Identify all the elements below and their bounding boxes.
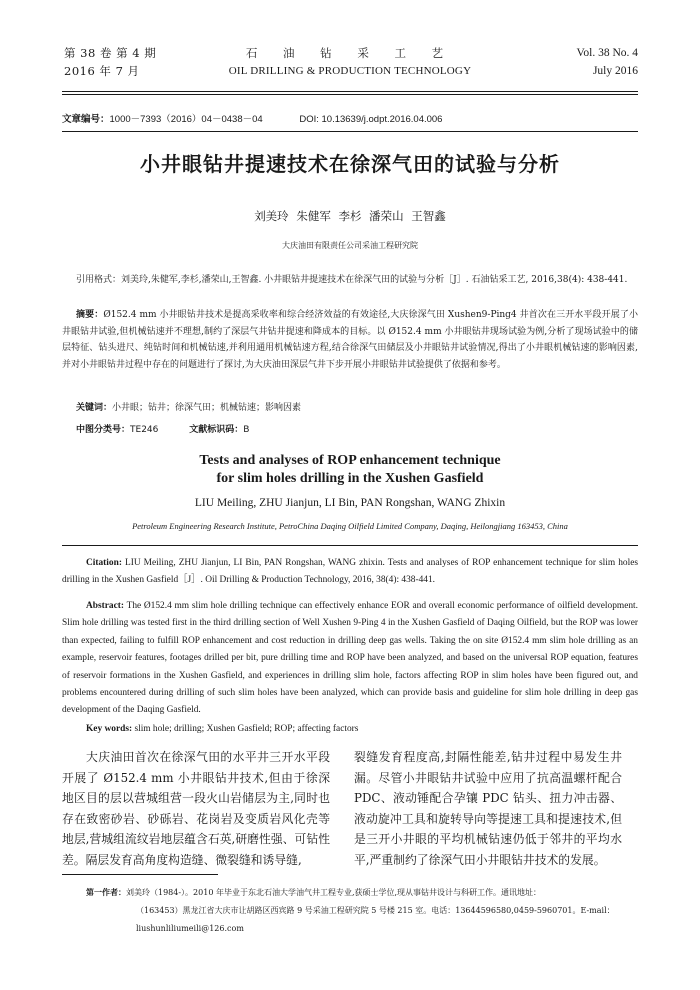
doi[interactable]: DOI: 10.13639/j.odpt.2016.04.006 <box>299 114 443 125</box>
article-info-rule <box>62 131 638 132</box>
abstract-cn <box>62 307 638 373</box>
classification-cn <box>76 422 249 435</box>
footnote-email[interactable]: liushunliliumeili@126.com <box>136 924 244 933</box>
journal-name-cn: 石 油 钻 采 工 艺 <box>245 46 455 60</box>
keywords-en <box>86 724 358 734</box>
footnote <box>86 884 638 938</box>
abstract-en-text: The Ø152.4 mm slim hole drilling technique can effectively enhance EOR and overall economic performance of oilfield development. Slim hole drilling was tested first in the third drilling section of Well Xushen 9-Ping 4 in the Xushen Gasfield of Daqing Oilfield, but the ROP was lower than expected, failing to fulfill ROP enhancement and cost reduction in drilling deep gas wells. Taking the on site Ø152.4 mm slim hole drilling as an example, reservoir features, footages drilled per bit, pure drilling time and ROP have been analyzed, and based on the universal ROP equation, features of reservoir formations in the Xushen Gasfield, and experiences in drilling slim hole, factors affecting ROP in slim holes have been figured out, and problems encountered during drilling of such slim holes have been analyzed, which can provide basis and guideline for slim hole drilling in deep gas development of the Daqing Gasfield. <box>62 601 638 716</box>
footnote-line-1: 刘美玲（1984-）。2010 年毕业于东北石油大学油气井工程专业,获硕士学位,现从事钻井设计与科研工作。通讯地址： <box>126 888 542 897</box>
affiliation-cn: 大庆油田有限责任公司采油工程研究院 <box>282 241 418 250</box>
body-column-right: 裂缝发育程度高,封隔性能差,钻井过程中易发生井漏。尽管小井眼钻井试验中应用了抗高温螺杆配合 PDC、液动锤配合孕镶 PDC 钻头、扭力冲击器、液动旋冲工具和旋转导向等提速工具和提速技术,但是三开小井眼的平均机械钻速仍低于邻井的平均水平,严重制约了徐深气田小井眼钻井技术的发展。 <box>354 750 622 867</box>
article-info <box>62 111 442 125</box>
clc-value: TE246 <box>130 425 159 435</box>
paper-page <box>62 0 638 990</box>
citation-en-text: LIU Meiling, ZHU Jianjun, LI Bin, PAN Rongshan, WANG zhixin. Tests and analyses of ROP enhancement technique for slim holes drilling in the Xushen Gasfield［J］. Oil Drilling & Production Technology, 2016, 38(4): 438-441. <box>62 558 638 586</box>
citation-cn-text: 刘美玲,朱健军,李杉,潘荣山,王智鑫. 小井眼钻井提速技术在徐深气田的试验与分析［J］. 石油钻采工艺, 2016,38(4): 438-441. <box>121 275 628 285</box>
abstract-en-label: Abstract: <box>86 601 125 611</box>
footnote-line-2: （163453）黑龙江省大庆市让胡路区西宾路 9 号采油工程研究院 5 号楼 215 室。电话：13644596580,0459-5960701。E-mail： <box>136 906 615 915</box>
issue-date-en: July 2016 <box>592 65 638 77</box>
abstract-cn-text: Ø152.4 mm 小井眼钻井技术是提高采收率和综合经济效益的有效途径,大庆徐深气田 Xushen9-Ping4 井首次在三开水平段开展了小井眼钻井试验,但机械钻速并不理想,制约了深层气井钻井提速和降成本的目标。以 Ø152.4 mm 小井眼钻井现场试验为例,分析了现场试验中的储层特征、钻头进尺、纯钻时间和机械钻速,并利用通用机械钻速方程,结合徐深气田储层及小井眼钻井试验情况,得出了小井眼机械钻速的影响因素,并对小井眼钻井过程中存在的问题进行了探讨,为大庆油田深层气井下步开展小井眼钻井试验提供了依据和参考。 <box>62 310 638 370</box>
volume-issue: 第 38 卷 第 4 期 <box>64 46 157 60</box>
footnote-label: 第一作者： <box>86 888 126 897</box>
title-en-line-2: for slim holes drilling in the Xushen Gasfield <box>216 471 484 486</box>
abstract-cn-label: 摘要： <box>76 310 104 320</box>
citation-cn <box>62 272 638 289</box>
header-rule-top <box>62 91 638 92</box>
citation-cn-label: 引用格式： <box>76 275 122 285</box>
affiliation-en: Petroleum Engineering Research Institute, PetroChina Daqing Oilfield Limited Company, Daqing, Heilongjiang 163453, China <box>132 521 568 531</box>
keywords-en-label: Key words: <box>86 724 133 734</box>
title-en <box>62 452 638 488</box>
doc-code-value: B <box>243 425 250 435</box>
keywords-cn-label: 关键词： <box>76 403 113 413</box>
article-number-label: 文章编号： <box>62 114 110 125</box>
footnote-rule <box>62 874 218 875</box>
authors-cn: 刘美玲 朱健军 李杉 潘荣山 王智鑫 <box>254 209 446 223</box>
title-en-line-1: Tests and analyses of ROP enhancement technique <box>199 453 501 468</box>
header-rule-bottom <box>62 94 638 95</box>
journal-name <box>62 44 638 80</box>
clc-label: 中图分类号： <box>76 425 131 435</box>
journal-name-en: OIL DRILLING & PRODUCTION TECHNOLOGY <box>228 65 472 77</box>
issue-date: 2016 年 7 月 <box>64 64 140 78</box>
authors-en: LIU Meiling, ZHU Jianjun, LI Bin, PAN Rongshan, WANG Zhixin <box>194 497 506 509</box>
body-column-left: 大庆油田首次在徐深气田的水平井三开水平段开展了 Ø152.4 mm 小井眼钻井技术,但由于徐深地区目的层以营城组营一段火山岩储层为主,同时也存在致密砂岩、砂砾岩、花岗岩及变质岩风化壳等地层,营城组流纹岩地层蕴含石英,研磨性强、可钻性差。隔层发育高角度构造缝、微裂缝和诱导缝, <box>62 750 330 867</box>
en-abstract-rule <box>62 545 638 546</box>
running-header <box>62 44 638 84</box>
keywords-cn <box>76 400 301 413</box>
citation-en <box>62 555 638 590</box>
keywords-en-text: slim hole; drilling; Xushen Gasfield; ROP; affecting factors <box>132 724 359 734</box>
issue-info-en <box>577 44 638 80</box>
keywords-cn-text: 小井眼；钻井；徐深气田；机械钻速；影响因素 <box>112 403 302 413</box>
abstract-en <box>62 598 638 720</box>
article-number: 1000－7393（2016）04－0438－04 <box>109 114 263 125</box>
doc-code-label: 文献标识码： <box>189 425 244 435</box>
volume-issue-en: Vol. 38 No. 4 <box>576 47 638 59</box>
page-title: 小井眼钻井提速技术在徐深气田的试验与分析 <box>140 152 560 176</box>
citation-en-label: Citation: <box>86 558 122 568</box>
